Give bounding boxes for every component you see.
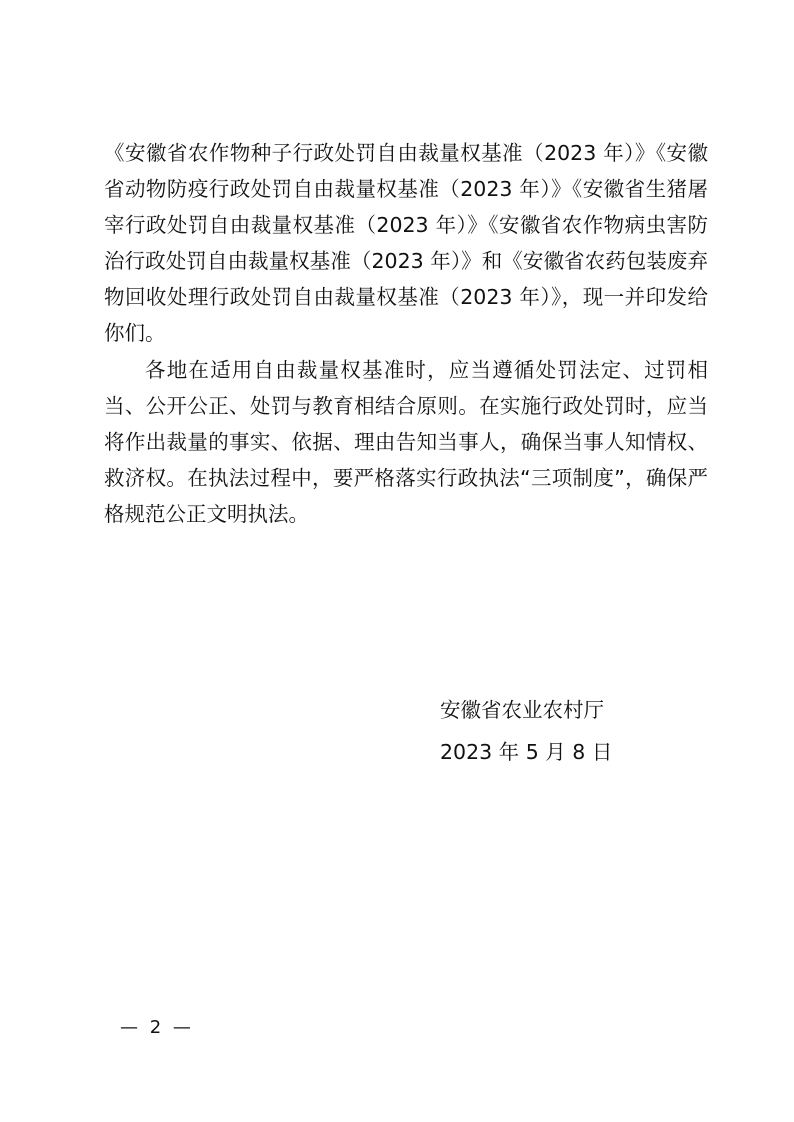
document-body xyxy=(104,135,708,532)
signature-block xyxy=(440,689,612,773)
paragraph-standards-list: 《安徽省农作物种子行政处罚自由裁量权基准（2023 年）》《安徽省动物防疫行政处罚自由裁量权基准（2023 年）》《安徽省生猪屠宰行政处罚自由裁量权基准（2023 年）》《安徽省农作物病虫害防治行政处罚自由裁量权基准（2023 年）》和《安徽省农药包装废弃物回收处理行政处罚自由裁量权基准（2023 年）》，现一并印发给你们。 xyxy=(104,141,708,345)
issuing-organization: 安徽省农业农村厅 xyxy=(440,698,604,722)
paragraph-principles: 各地在适用自由裁量权基准时，应当遵循处罚法定、过罚相当、公开公正、处罚与教育相结合原则。在实施行政处罚时，应当将作出裁量的事实、依据、理由告知当事人，确保当事人知情权、救济权。在执法过程中，要严格落实行政执法“三项制度”，确保严格规范公正文明执法。 xyxy=(104,358,708,526)
issue-date: 2023 年 5 月 8 日 xyxy=(440,740,613,764)
page-number: — 2 — xyxy=(120,1017,194,1038)
